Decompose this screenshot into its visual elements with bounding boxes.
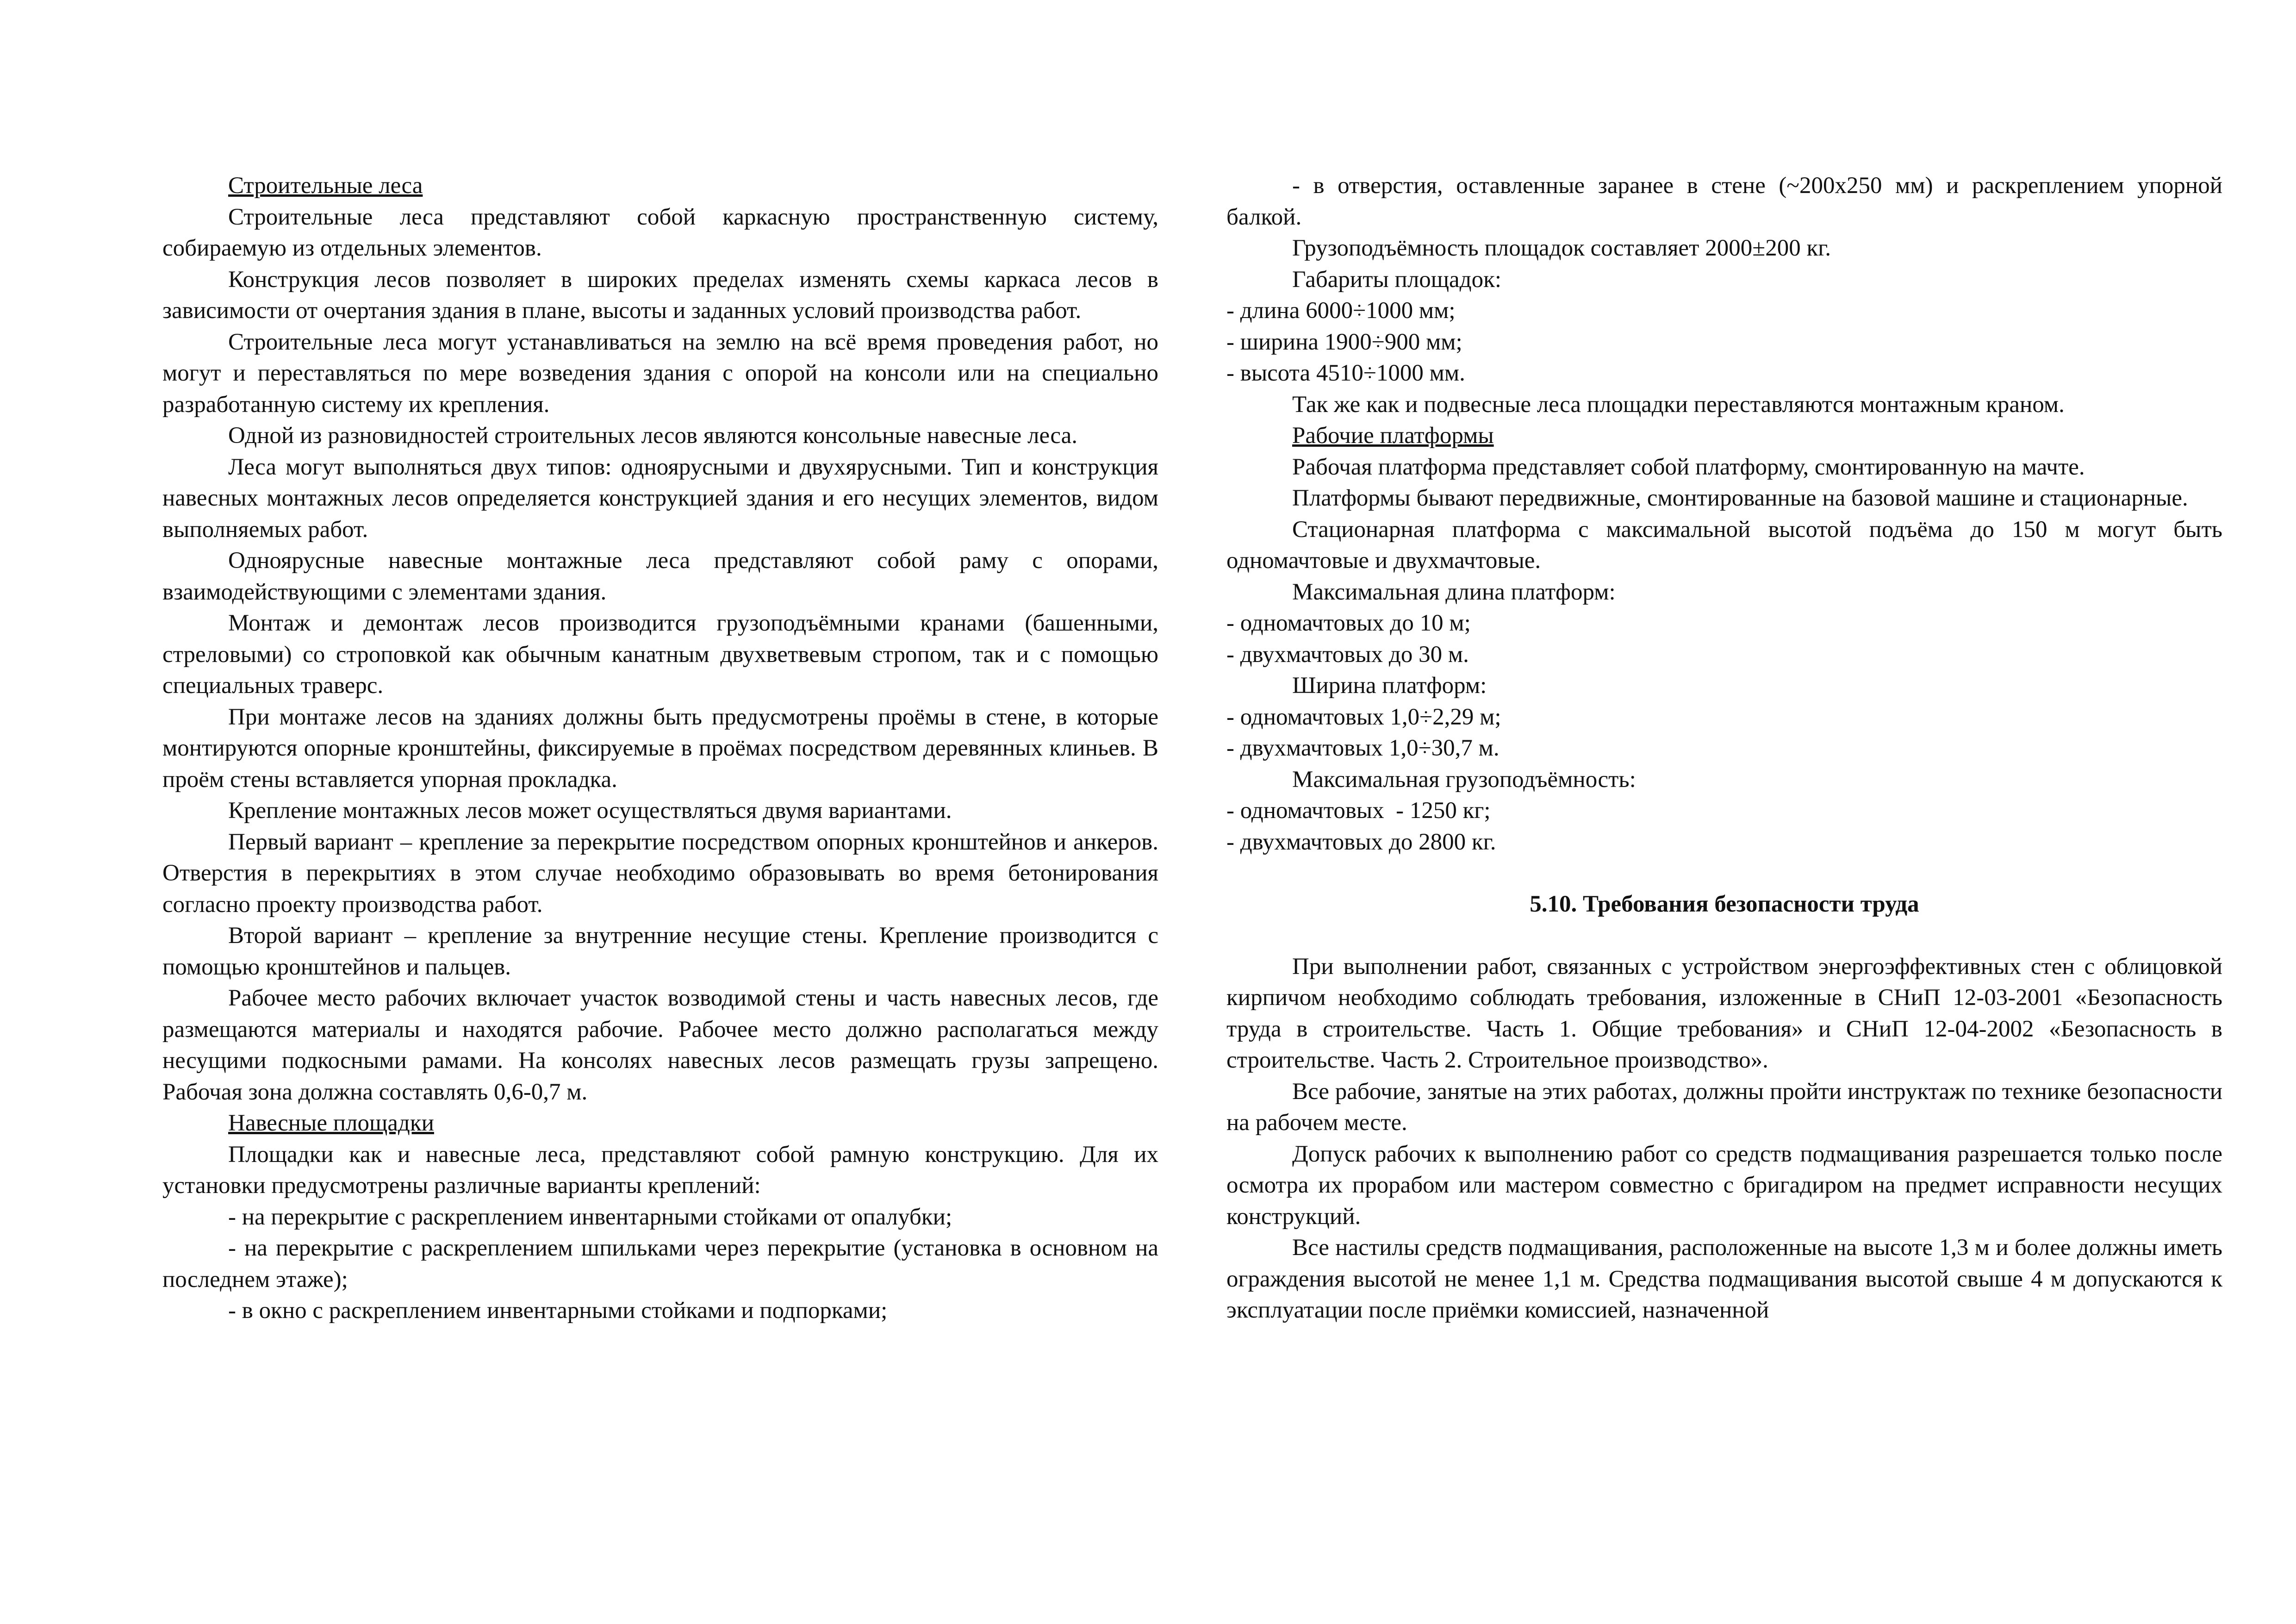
list-item: - двухмачтовых 1,0÷30,7 м.	[1226, 735, 1500, 761]
paragraph: Грузоподъёмность площадок составляет 2000±200 кг.	[1292, 235, 1831, 261]
subheading-hanging-platforms: Навесные площадки	[228, 1110, 434, 1136]
list-item: - на перекрытие с раскреплением инвентарными стойками от опалубки;	[228, 1204, 952, 1230]
list-item: - одномачтовых 1,0÷2,29 м;	[1226, 704, 1501, 730]
left-column	[162, 170, 1158, 1327]
paragraph: Рабочее место рабочих включает участок возводимой стены и часть навесных лесов, где размещаются материалы и находятся рабочие. Рабочее место должно располагаться между несущими подкосными рамами. На консолях навесных лесов размещать грузы запрещено. Рабочая зона должна составлять 0,6-0,7 м.	[162, 985, 1158, 1105]
list-item: - высота 4510÷1000 мм.	[1226, 360, 1465, 386]
paragraph: Одной из разновидностей строительных лесов являются консольные навесные леса.	[228, 423, 1078, 449]
list-item: - одномачтовых - 1250 кг;	[1226, 798, 1491, 824]
paragraph: Площадки как и навесные леса, представляют собой рамную конструкцию. Для их установки предусмотрены различные варианты креплений:	[162, 1141, 1158, 1199]
paragraph: Максимальная грузоподъёмность:	[1292, 766, 1636, 793]
paragraph: Ширина платформ:	[1292, 673, 1487, 699]
paragraph: Строительные леса представляют собой каркасную пространственную систему, собираемую из отдельных элементов.	[162, 204, 1158, 261]
paragraph: Стационарная платформа с максимальной высотой подъёма до 150 м могут быть одномачтовые и двухмачтовые.	[1226, 516, 2222, 574]
paragraph: Второй вариант – крепление за внутренние несущие стены. Крепление производится с помощью кронштейнов и пальцев.	[162, 923, 1158, 980]
paragraph: Максимальная длина платформ:	[1292, 579, 1616, 605]
paragraph: Одноярусные навесные монтажные леса представляют собой раму с опорами, взаимодействующими с элементами здания.	[162, 548, 1158, 605]
paragraph: Первый вариант – крепление за перекрытие посредством опорных кронштейнов и анкеров. Отверстия в перекрытиях в этом случае необходимо образовывать во время бетонирования согласно проекту производства работ.	[162, 829, 1158, 918]
list-item: - двухмачтовых до 30 м.	[1226, 641, 1469, 668]
subheading-work-platforms: Рабочие платформы	[1292, 423, 1494, 449]
paragraph: Крепление монтажных лесов может осуществляться двумя вариантами.	[228, 798, 952, 824]
section-title: 5.10. Требования безопасности труда	[1530, 891, 1919, 917]
right-column	[1226, 170, 2222, 1326]
list-item: - в отверстия, оставленные заранее в стене (~200х250 мм) и раскреплением упорной балкой.	[1226, 173, 2222, 230]
paragraph: При монтаже лесов на зданиях должны быть предусмотрены проёмы в стене, в которые монтируются опорные кронштейны, фиксируемые в проёмах посредством деревянных клиньев. В проём стены вставляется упорная прокладка.	[162, 704, 1158, 793]
list-item: - в окно с раскреплением инвентарными стойками и подпорками;	[228, 1298, 888, 1324]
paragraph: Леса могут выполняться двух типов: одноярусными и двухярусными. Тип и конструкция навесных монтажных лесов определяется конструкцией здания и его несущих элементов, видом выполняемых работ.	[162, 454, 1158, 543]
paragraph: Все рабочие, занятые на этих работах, должны пройти инструктаж по технике безопасности на рабочем месте.	[1226, 1078, 2222, 1136]
paragraph: Допуск рабочих к выполнению работ со средств подмащивания разрешается только после осмотра их прорабом или мастером совместно с бригадиром на предмет исправности несущих конструкций.	[1226, 1141, 2222, 1230]
paragraph: Строительные леса могут устанавливаться на землю на всё время проведения работ, но могут и переставляться по мере возведения здания с опорой на консоли или на специально разработанную систему их крепления.	[162, 329, 1158, 418]
list-item: - ширина 1900÷900 мм;	[1226, 329, 1462, 355]
paragraph: Так же как и подвесные леса площадки переставляются монтажным краном.	[1292, 391, 2065, 418]
paragraph: Рабочая платформа представляет собой платформу, смонтированную на мачте.	[1292, 454, 2085, 480]
list-item: - на перекрытие с раскреплением шпильками через перекрытие (установка в основном на последнем этаже);	[162, 1235, 1158, 1293]
list-item: - длина 6000÷1000 мм;	[1226, 298, 1456, 324]
paragraph: Габариты площадок:	[1292, 266, 1502, 293]
list-item: - двухмачтовых до 2800 кг.	[1226, 829, 1496, 855]
paragraph: Все настилы средств подмащивания, расположенные на высоте 1,3 м и более должны иметь ограждения высотой не менее 1,1 м. Средства подмащивания высотой свыше 4 м допускаются к эксплуатации после приёмки комиссией, назначенной	[1226, 1235, 2222, 1323]
list-item: - одномачтовых до 10 м;	[1226, 610, 1471, 636]
paragraph: Конструкция лесов позволяет в широких пределах изменять схемы каркаса лесов в зависимости от очертания здания в плане, высоты и заданных условий производства работ.	[162, 266, 1158, 324]
paragraph: Монтаж и демонтаж лесов производится грузоподъёмными кранами (башенными, стреловыми) со строповкой как обычным канатным двухветвевым стропом, так и с помощью специальных траверс.	[162, 610, 1158, 699]
paragraph: При выполнении работ, связанных с устройством энергоэффективных стен с облицовкой кирпичом необходимо соблюдать требования, изложенные в СНиП 12-03-2001 «Безопасность труда в строительстве. Часть 1. Общие требования» и СНиП 12-04-2002 «Безопасность в строительстве. Часть 2. Строительное производство».	[1226, 953, 2222, 1073]
paragraph: Платформы бывают передвижные, смонтированные на базовой машине и стационарные.	[1292, 485, 2188, 511]
subheading-scaffolding: Строительные леса	[228, 173, 423, 199]
